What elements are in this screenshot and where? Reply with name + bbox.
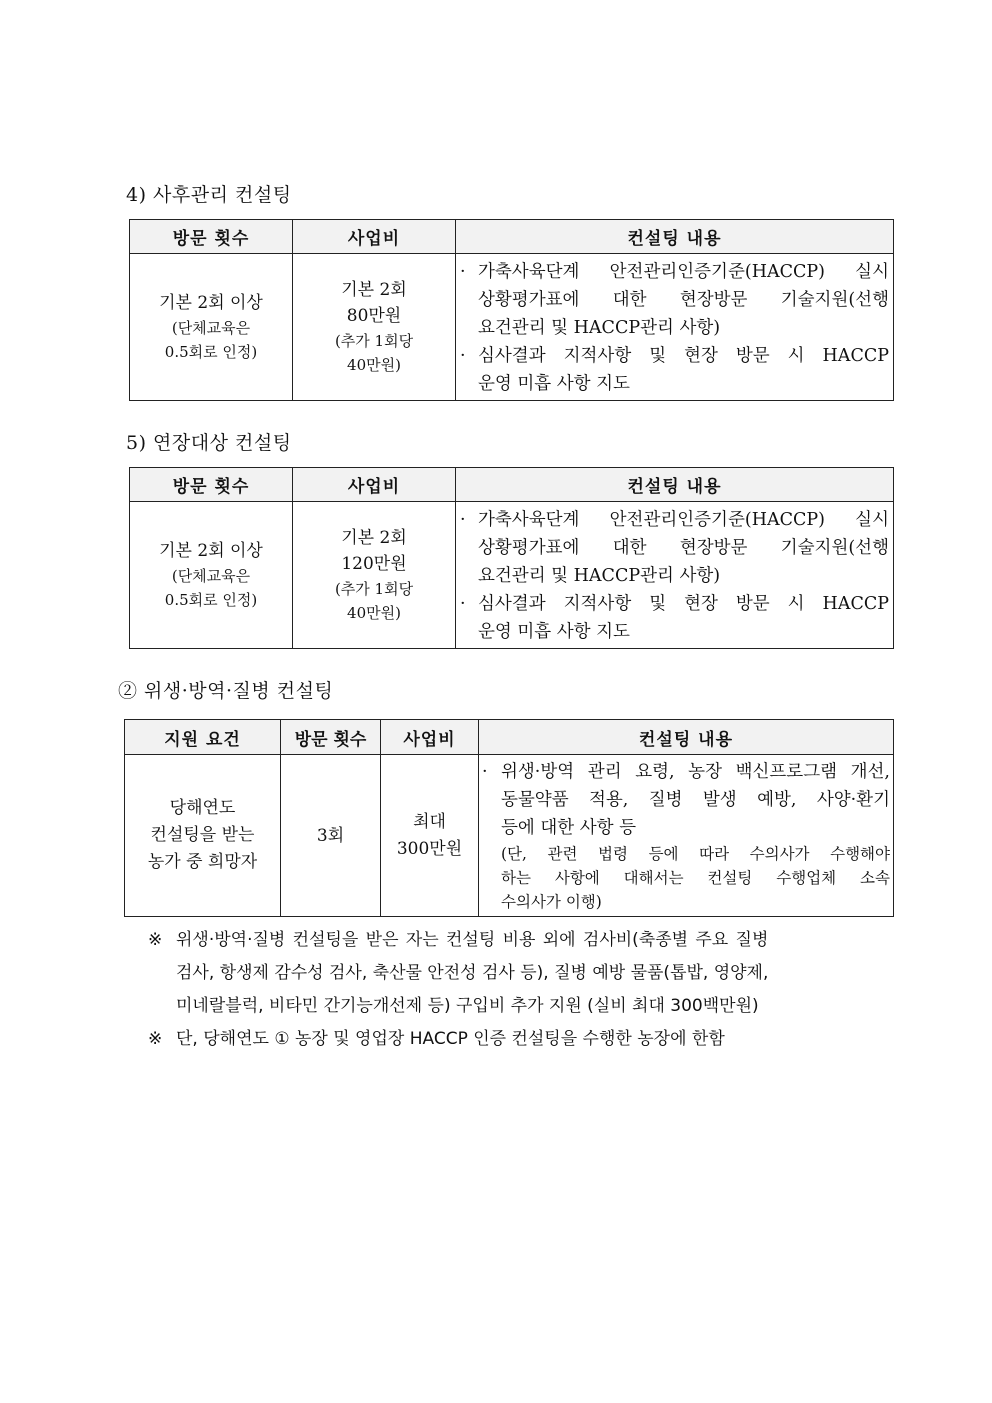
content-line: 위생·방역 관리 요령, 농장 백신프로그램 개선,: [501, 762, 890, 782]
bullet-dot: ·: [460, 510, 466, 530]
content-cell: [456, 254, 894, 401]
visits-cell: [130, 502, 293, 649]
bullet-dot: ·: [482, 762, 488, 782]
section5-heading: 5) 연장대상 컨설팅: [126, 432, 292, 454]
content-cell: [479, 755, 894, 917]
content-note-line: (단, 관련 법령 등에 따라 수의사가 수행해야: [501, 845, 890, 863]
header-cost: 사업비: [381, 720, 479, 755]
content-note-line: 수의사가 이행): [501, 893, 602, 911]
content-line: 가축사육단계 안전관리인증기준(HACCP) 실시: [478, 262, 889, 282]
header-content: 컨설팅 내용: [456, 468, 894, 502]
visits-main: 기본 2회 이상: [159, 541, 263, 561]
requirement-line: 당해연도: [169, 798, 236, 818]
section4-table: [129, 219, 894, 401]
content-line: 상황평가표에 대한 현장방문 기술지원(선행: [478, 290, 889, 310]
header-requirement: 지원 요건: [125, 720, 281, 755]
section2-heading: ② 위생·방역·질병 컨설팅: [118, 680, 334, 702]
content-note-line: 하는 사항에 대해서는 컨설팅 수행업체 소속: [501, 869, 890, 887]
content-line: 운영 미흡 사항 지도: [478, 374, 630, 394]
content-item: [460, 342, 889, 398]
cost-line-2: 300만원: [396, 838, 463, 859]
section4-heading: 4) 사후관리 컨설팅: [126, 184, 292, 206]
content-line: 요건관리 및 HACCP관리 사항): [478, 318, 721, 338]
cost-line-2: 80만원: [346, 306, 402, 326]
visits-sub-1: (단체교육은: [171, 319, 251, 337]
cost-line-2: 120만원: [341, 554, 407, 574]
cost-line-4: 40만원): [347, 356, 401, 374]
content-line: 심사결과 지적사항 및 현장 방문 시 HACCP: [478, 594, 889, 614]
visits-cell: [130, 254, 293, 401]
content-item: [482, 758, 890, 914]
notes: [148, 924, 900, 1056]
header-content: 컨설팅 내용: [456, 220, 894, 254]
cost-line-1: 기본 2회: [341, 280, 407, 300]
note-line: 위생·방역·질병 컨설팅을 받은 자는 컨설팅 비용 외에 검사비(축종별 주요 질병: [176, 930, 769, 950]
note-mark: ※: [148, 1029, 163, 1049]
section5-table: [129, 467, 894, 649]
note-2: [148, 1023, 900, 1056]
section2-table: [124, 719, 894, 917]
cost-cell: [293, 502, 456, 649]
content-line: 심사결과 지적사항 및 현장 방문 시 HACCP: [478, 346, 889, 366]
cost-line-1: 기본 2회: [341, 528, 407, 548]
content-line: 등에 대한 사항 등: [501, 818, 637, 838]
cost-line-3: (추가 1회당: [334, 332, 414, 350]
header-visits: 방문 횟수: [130, 220, 293, 254]
visits-sub-1: (단체교육은: [171, 567, 251, 585]
cost-line-4: 40만원): [347, 604, 401, 622]
bullet-dot: ·: [460, 262, 466, 282]
content-line: 요건관리 및 HACCP관리 사항): [478, 566, 721, 586]
cost-cell: [293, 254, 456, 401]
cost-line-3: (추가 1회당: [334, 580, 414, 598]
content-item: [460, 258, 889, 342]
content-item: [460, 506, 889, 590]
content-line: 가축사육단계 안전관리인증기준(HACCP) 실시: [478, 510, 889, 530]
content-item: [460, 590, 889, 646]
visits-cell: 3회: [281, 755, 381, 917]
content-line: 상황평가표에 대한 현장방문 기술지원(선행: [478, 538, 889, 558]
note-1: [148, 924, 900, 1023]
requirement-line: 농가 중 희망자: [147, 852, 258, 872]
requirement-cell: [125, 755, 281, 917]
note-line: 검사, 항생제 감수성 검사, 축산물 안전성 검사 등), 질병 예방 물품(톱밥, 영양제,: [176, 963, 769, 983]
bullet-dot: ·: [460, 346, 466, 366]
cost-cell: [381, 755, 479, 917]
note-line: 미네랄블럭, 비타민 간기능개선제 등) 구입비 추가 지원 (실비 최대 300백만원): [176, 996, 759, 1016]
cost-line-1: 최대: [413, 811, 446, 832]
bullet-dot: ·: [460, 594, 466, 614]
requirement-line: 컨설팅을 받는: [150, 825, 255, 845]
visits-main: 기본 2회 이상: [159, 293, 263, 313]
note-mark: ※: [148, 930, 163, 950]
visits-sub-2: 0.5회로 인정): [164, 343, 258, 361]
visits-sub-2: 0.5회로 인정): [164, 591, 258, 609]
header-visits: 방문 횟수: [281, 720, 381, 755]
note-line: 단, 당해연도 ① 농장 및 영업장 HACCP 인증 컨설팅을 수행한 농장에 한함: [176, 1029, 725, 1049]
header-cost: 사업비: [293, 468, 456, 502]
content-cell: [456, 502, 894, 649]
content-line: 운영 미흡 사항 지도: [478, 622, 630, 642]
content-line: 동물약품 적용, 질병 발생 예방, 사양·환기: [501, 790, 890, 810]
header-cost: 사업비: [293, 220, 456, 254]
header-content: 컨설팅 내용: [479, 720, 894, 755]
header-visits: 방문 횟수: [130, 468, 293, 502]
